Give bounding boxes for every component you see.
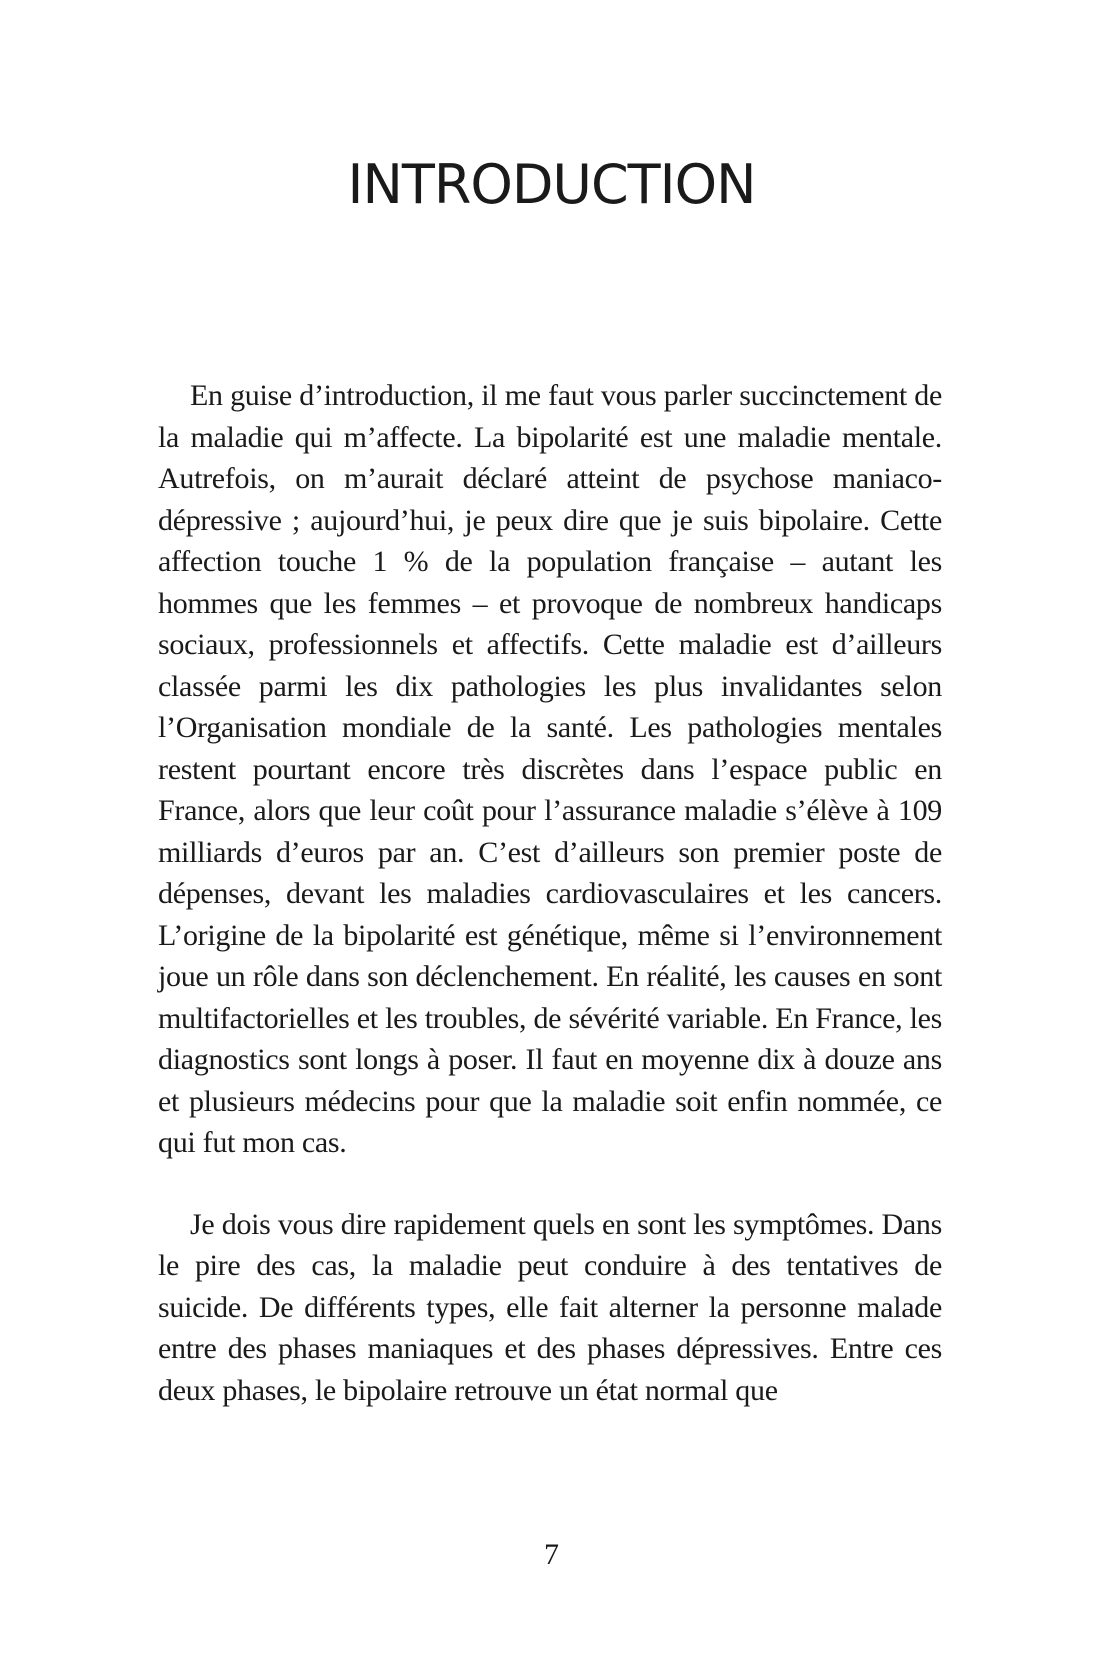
page-number: 7 xyxy=(544,1538,559,1571)
chapter-title: INTRODUCTION xyxy=(347,153,756,216)
body-text xyxy=(158,375,942,1411)
paragraph-1: En guise d’introduction, il me faut vous parler succinctement de la maladie qui m’affecte. La bipolarité est une maladie mentale. Autrefois, on m’aurait déclaré atteint de psychose maniaco-dépressive ; aujourd’hui, je peux dire que je suis bipolaire. Cette affection touche 1 % de la population française – autant les hommes que les femmes – et provoque de nombreux handicaps sociaux, professionnels et affectifs. Cette maladie est d’ailleurs classée parmi les dix pathologies les plus invalidantes selon l’Organisation mondiale de la santé. Les pathologies mentales restent pourtant encore très discrètes dans l’espace public en France, alors que leur coût pour l’assurance maladie s’élève à 109 milliards d’euros par an. C’est d’ailleurs son premier poste de dépenses, devant les maladies cardiovasculaires et les cancers. L’origine de la bipolarité est génétique, même si l’environnement joue un rôle dans son déclenchement. En réalité, les causes en sont multifactorielles et les troubles, de sévérité variable. En France, les diagnostics sont longs à poser. Il faut en moyenne dix à douze ans et plusieurs médecins pour que la maladie soit enfin nommée, ce qui fut mon cas. xyxy=(158,379,942,1159)
paragraph-2: Je dois vous dire rapidement quels en sont les symptômes. Dans le pire des cas, la maladie peut conduire à des tentatives de suicide. De différents types, elle fait alterner la personne malade entre des phases maniaques et des phases dépressives. Entre ces deux phases, le bipolaire retrouve un état normal que xyxy=(158,1207,942,1407)
